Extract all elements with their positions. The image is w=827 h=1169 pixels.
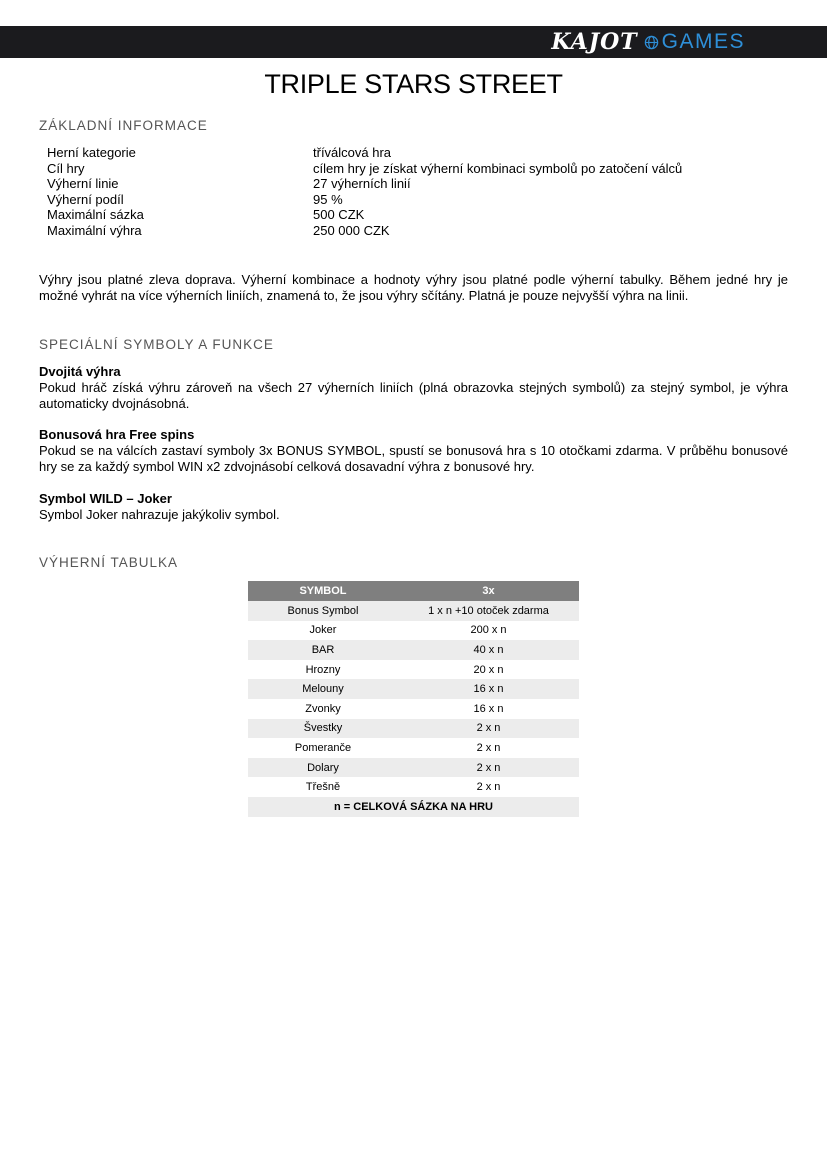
block-title: Dvojitá výhra xyxy=(39,364,121,379)
table-row xyxy=(248,640,579,660)
table-row xyxy=(248,621,579,641)
symbol-cell: Třešně xyxy=(248,777,398,797)
info-row xyxy=(47,176,682,192)
wild-joker-block xyxy=(39,491,788,523)
table-row xyxy=(248,699,579,719)
block-text: Symbol Joker nahrazuje jakýkoliv symbol. xyxy=(39,507,280,522)
column-header-3x: 3x xyxy=(398,581,579,601)
basic-info-heading: ZÁKLADNÍ INFORMACE xyxy=(39,118,208,133)
logo-games-text: GAMES xyxy=(661,30,745,53)
symbol-cell: Melouny xyxy=(248,679,398,699)
info-value: tříválcová hra xyxy=(313,145,392,160)
payout-cell: 20 x n xyxy=(398,660,579,680)
header-bar xyxy=(0,26,827,58)
logo-kajot-text: KAJOT xyxy=(551,29,638,55)
info-value: 500 CZK xyxy=(313,207,365,222)
block-text: Pokud se na válcích zastaví symboly 3x BONUS SYMBOL, spustí se bonusová hra s 10 otočkami zdarma. V průběhu bonusové hry se za každý symbol WIN x2 zdvojnásobí celková dosavadní výhra z bonusové hry. xyxy=(39,443,788,474)
free-spins-block xyxy=(39,427,788,475)
paytable-footer-row xyxy=(248,797,579,817)
info-row xyxy=(47,207,682,223)
special-symbols-heading: SPECIÁLNÍ SYMBOLY A FUNKCE xyxy=(39,337,274,352)
symbol-cell: BAR xyxy=(248,640,398,660)
payout-cell: 200 x n xyxy=(398,621,579,641)
table-row xyxy=(248,601,579,621)
paytable-header-row xyxy=(248,581,579,601)
symbol-cell: Pomeranče xyxy=(248,738,398,758)
symbol-cell: Hrozny xyxy=(248,660,398,680)
globe-icon xyxy=(644,35,659,50)
table-row xyxy=(248,719,579,739)
kajot-games-logo xyxy=(551,28,745,56)
block-title: Bonusová hra Free spins xyxy=(39,427,195,442)
payout-cell: 40 x n xyxy=(398,640,579,660)
info-row xyxy=(47,145,682,161)
info-label: Herní kategorie xyxy=(47,145,136,160)
payout-cell: 16 x n xyxy=(398,699,579,719)
paytable xyxy=(248,581,579,817)
info-row xyxy=(47,192,682,208)
info-value: 95 % xyxy=(313,191,343,207)
payout-cell: 16 x n xyxy=(398,679,579,699)
basic-info-table xyxy=(47,145,682,238)
payout-cell: 2 x n xyxy=(398,777,579,797)
double-win-block xyxy=(39,364,788,412)
table-row xyxy=(248,660,579,680)
table-row xyxy=(248,679,579,699)
payout-cell: 2 x n xyxy=(398,719,579,739)
symbol-cell: Švestky xyxy=(248,719,398,739)
info-row xyxy=(47,223,682,239)
symbol-cell: Bonus Symbol xyxy=(248,601,398,621)
info-label: Maximální sázka xyxy=(47,207,144,222)
block-text: Pokud hráč získá výhru zároveň na všech 27 výherních liniích (plná obrazovka stejných symbolů) za stejný symbol, je výhra automaticky dvojnásobná. xyxy=(39,380,788,411)
payout-cell: 1 x n +10 otoček zdarma xyxy=(398,601,579,621)
table-row xyxy=(248,758,579,778)
symbol-cell: Joker xyxy=(248,621,398,641)
info-label: Cíl hry xyxy=(47,160,85,176)
info-value: 27 výherních linií xyxy=(313,176,411,191)
paytable-footer-note: n = CELKOVÁ SÁZKA NA HRU xyxy=(248,797,579,817)
info-label: Výherní podíl xyxy=(47,191,124,207)
info-value: 250 000 CZK xyxy=(313,222,390,238)
info-label: Výherní linie xyxy=(47,176,119,191)
column-header-symbol: SYMBOL xyxy=(248,581,398,601)
block-title: Symbol WILD – Joker xyxy=(39,491,172,506)
rules-paragraph: Výhry jsou platné zleva doprava. Výherní kombinace a hodnoty výhry jsou platné podle výherní tabulky. Během jedné hry je možné vyhrát na více výherních liniích, znamená to, že jsou výhry sčítány. Platná je pouze nejvyšší výhra na linii. xyxy=(39,272,788,303)
table-row xyxy=(248,777,579,797)
symbol-cell: Zvonky xyxy=(248,699,398,719)
page-title: TRIPLE STARS STREET xyxy=(264,69,563,99)
info-label: Maximální výhra xyxy=(47,222,142,238)
payout-cell: 2 x n xyxy=(398,758,579,778)
info-row xyxy=(47,161,682,177)
info-value: cílem hry je získat výherní kombinaci symbolů po zatočení válců xyxy=(313,160,683,176)
table-row xyxy=(248,738,579,758)
symbol-cell: Dolary xyxy=(248,758,398,778)
payout-cell: 2 x n xyxy=(398,738,579,758)
paytable-heading: VÝHERNÍ TABULKA xyxy=(39,555,179,570)
